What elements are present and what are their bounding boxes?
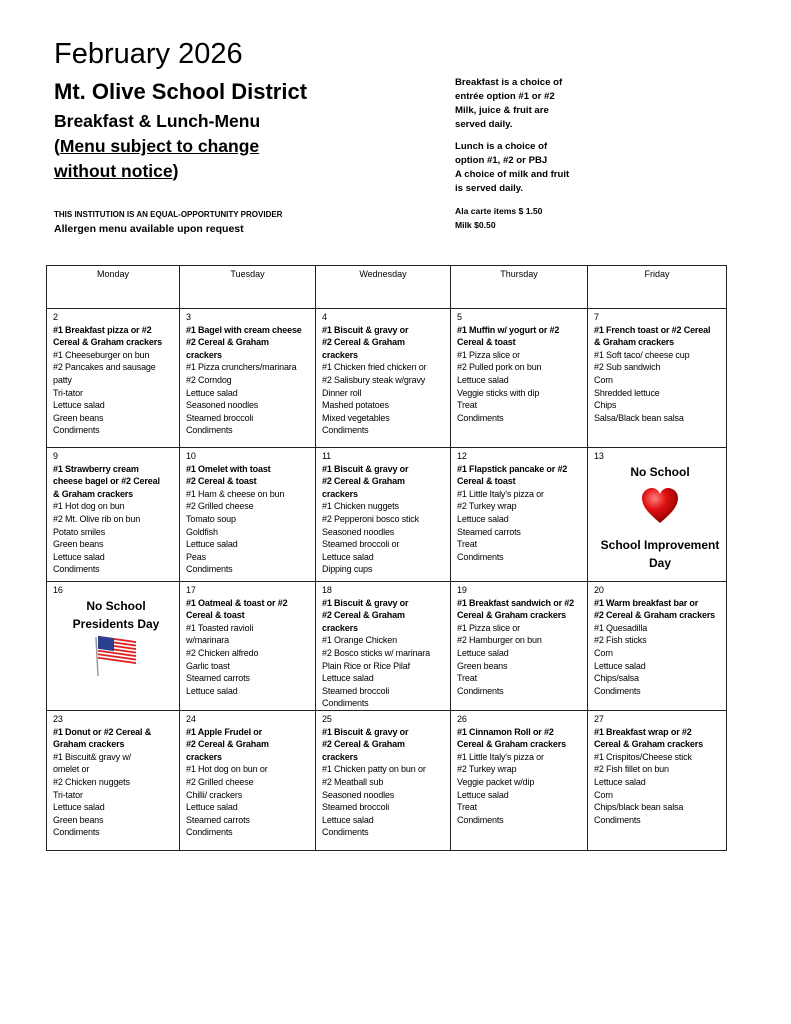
lunch-item: #1 Hot dog on bun [53,501,125,512]
lunch-item: #2 Meatball sub [322,776,384,787]
lunch-item: #1 Little Italy's pizza or [457,751,544,762]
lunch-item: #1 Pizza slice or [457,622,520,633]
day-number: 24 [186,713,196,724]
lunch-item: Seasoned noodles [186,400,259,411]
breakfast-item: Cereal & Graham crackers [53,337,162,348]
day-cell [180,448,316,582]
lunch-item: Condiments [53,827,100,838]
lunch-item: Steamed carrots [186,814,250,825]
breakfast-item: #2 Cereal & Graham [322,610,405,621]
breakfast-item: crackers [322,751,358,762]
breakfast-item: #1 Omelet with toast [186,463,271,474]
breakfast-item: #2 Cereal & Graham [322,476,405,487]
breakfast-item: #2 Cereal & Graham crackers [594,610,716,621]
day-cell [451,309,588,448]
lunch-item: Dinner roll [322,387,362,398]
breakfast-item: #1 Muffin w/ yogurt or #2 [457,324,560,335]
breakfast-item: #1 Apple Frudel or [186,726,262,737]
breakfast-item: #1 Flapstick pancake or #2 [457,463,568,474]
day-number: 26 [457,713,467,724]
lunch-item: Lettuce salad [186,685,238,696]
lunch-item: Lettuce salad [53,802,105,813]
lunch-item: Shredded lettuce [594,387,660,398]
day-cell [180,309,316,448]
week-row [47,710,727,850]
lunch-item: #1 Quesadilla [594,622,648,633]
lunch-item: Lettuce salad [457,374,509,385]
breakfast-item: #1 Breakfast wrap or #2 [594,726,692,737]
lunch-item: #1 Pizza slice or [457,349,520,360]
equal-opportunity-statement: THIS INSTITUTION IS AN EQUAL-OPPORTUNITY PROVIDER [54,210,283,219]
breakfast-item: #2 Cereal & toast [186,476,257,487]
lunch-item: Seasoned noodles [322,789,395,800]
flag-icon [53,633,179,681]
breakfast-item: Cereal & toast [457,476,516,487]
milk-price: Milk $0.50 [455,220,496,230]
breakfast-item: #1 Bagel with cream cheese [186,324,302,335]
lunch-item: Salsa/Black bean salsa [594,412,684,423]
breakfast-item: Cereal & toast [186,610,245,621]
no-school-reason: Day [648,556,671,571]
notice-line-1 [54,136,259,157]
lunch-item: Lettuce salad [457,513,509,524]
lunch-item: #1 Toasted ravioli [186,622,254,633]
no-school-notice [594,463,726,573]
lunch-item: Steamed broccoli or [322,539,400,550]
lunch-item: Corn [594,374,613,385]
lunch-item: Lettuce salad [322,814,374,825]
lunch-item: #2 Mt. Olive rib on bun [53,513,141,524]
breakfast-item: #2 Cereal & Graham [186,337,269,348]
lunch-item: Lettuce salad [457,647,509,658]
notice-paren-close: ) [172,161,179,181]
lunch-item: #2 Fish sticks [594,635,647,646]
lunch-item: Lettuce salad [457,789,509,800]
info-line: served daily. [455,119,513,130]
lunch-item: Lettuce salad [186,539,238,550]
lunch-item: Condiments [322,698,369,709]
info-line: Lunch is a choice of [455,141,548,152]
lunch-item: #2 Grilled cheese [186,501,254,512]
breakfast-item: #1 Biscuit & gravy or [322,726,409,737]
menu-calendar [46,265,727,851]
lunch-item: #1 Little Italy's pizza or [457,488,544,499]
lunch-item: Condiments [186,827,233,838]
week-row [47,448,727,582]
lunch-item: Veggie packet w/dip [457,776,535,787]
lunch-item: Corn [594,647,613,658]
breakfast-item: #1 Cinnamon Roll or #2 [457,726,554,737]
lunch-item: patty [53,374,72,385]
breakfast-item: crackers [322,349,358,360]
day-number: 10 [186,451,196,461]
lunch-item: Lettuce salad [53,551,105,562]
breakfast-item: cheese bagel or #2 Cereal [53,476,160,487]
lunch-item: #2 Hamburger on bun [457,635,542,646]
lunch-item: Condiments [53,564,100,575]
lunch-item: Treat [457,802,477,813]
week-row [47,582,727,711]
meal-info [455,76,569,232]
lunch-item: Green beans [53,814,104,825]
day-header-tuesday: Tuesday [180,266,316,309]
breakfast-item: #1 Biscuit & gravy or [322,597,409,608]
allergen-note: Allergen menu available upon request [54,223,244,235]
day-cell [316,309,451,448]
lunch-item: Treat [457,400,477,411]
day-number: 19 [457,585,467,595]
info-line: Breakfast is a choice of [455,77,563,88]
lunch-item: Potato smiles [53,526,106,537]
breakfast-item: crackers [186,751,222,762]
breakfast-item: crackers [322,488,358,499]
day-header-thursday: Thursday [451,266,588,309]
breakfast-item: #2 Cereal & Graham [322,739,405,750]
breakfast-item: #1 Breakfast pizza or #2 [53,324,152,335]
lunch-item: Condiments [594,685,641,696]
lunch-item: #2 Chicken nuggets [53,776,130,787]
lunch-item: Condiments [186,564,233,575]
breakfast-item: crackers [186,349,222,360]
lunch-item: #2 Pancakes and sausage [53,362,156,373]
lunch-item: Lettuce salad [53,400,105,411]
lunch-item: #1 Orange Chicken [322,635,397,646]
no-school-reason: School Improvement [600,538,720,553]
lunch-item: Dipping cups [322,564,373,575]
lunch-item: #2 Pepperoni bosco stick [322,513,419,524]
breakfast-item: #1 Breakfast sandwich or #2 [457,597,575,608]
lunch-item: Steamed broccoli [322,802,390,813]
day-cell [47,448,180,582]
day-cell [451,582,588,711]
lunch-item: #2 Sub sandwich [594,362,661,373]
day-number: 12 [457,451,467,461]
lunch-item: #2 Turkey wrap [457,764,517,775]
lunch-item: #2 Fish fillet on bun [594,764,669,775]
breakfast-item: #1 Oatmeal & toast or #2 [186,597,288,608]
day-cell [588,309,727,448]
lunch-item: Tri-tator [53,387,83,398]
lunch-item: w/marinara [186,635,230,646]
breakfast-item: #2 Cereal & Graham [186,739,269,750]
breakfast-item: & Graham crackers [594,337,675,348]
day-cell [47,710,180,850]
lunch-item: omelet or [53,764,90,775]
no-school-notice [53,597,179,681]
lunch-item: Condiments [322,827,369,838]
lunch-item: Tri-tator [53,789,83,800]
day-number: 5 [457,312,462,322]
breakfast-item: Graham crackers [53,739,125,750]
lunch-item: Chips/salsa [594,673,639,684]
lunch-item: #2 Chicken alfredo [186,647,259,658]
lunch-item: Tomato soup [186,513,236,524]
no-school-text: Presidents Day [72,616,160,631]
lunch-item: Chips [594,400,617,411]
lunch-item: Condiments [457,412,504,423]
day-number: 11 [322,451,332,461]
day-number: 23 [53,713,63,724]
lunch-item: Lettuce salad [322,551,374,562]
breakfast-item: Cereal & Graham crackers [457,610,566,621]
lunch-item: #1 Biscuit& gravy w/ [53,751,132,762]
no-school-text: No School [86,598,146,613]
day-number: 17 [186,585,196,595]
lunch-item: Lettuce salad [322,673,374,684]
lunch-item: #1 Chicken patty on bun or [322,764,426,775]
lunch-item: Condiments [53,425,100,436]
lunch-item: Green beans [53,412,104,423]
lunch-item: Chips/black bean salsa [594,802,684,813]
day-cell [588,582,727,711]
no-school-text: No School [630,464,690,479]
day-cell [180,582,316,711]
day-cell [316,448,451,582]
day-header-friday: Friday [588,266,727,309]
lunch-item: Goldfish [186,526,218,537]
lunch-item: Green beans [457,660,508,671]
ala-carte-price: Ala carte items $ 1.50 [455,206,543,216]
breakfast-item: Cereal & Graham crackers [457,739,566,750]
lunch-item: Lettuce salad [594,660,646,671]
day-cell [588,448,727,582]
menu-subtitle: Breakfast & Lunch-Menu [54,111,261,131]
day-number: 13 [594,451,604,461]
lunch-item: Condiments [322,425,369,436]
lunch-item: Plain Rice or Rice Pilaf [322,660,410,671]
lunch-item: Corn [594,789,613,800]
breakfast-item: Cereal & toast [457,337,516,348]
day-cell [47,309,180,448]
notice-paren-open: ( [54,136,60,156]
lunch-item: #2 Salisbury steak w/gravy [322,374,426,385]
lunch-item: Condiments [186,425,233,436]
day-cell [588,710,727,850]
month-title: February 2026 [54,38,243,70]
lunch-item: Veggie sticks with dip [457,387,540,398]
district-name: Mt. Olive School District [54,79,308,104]
lunch-item: Garlic toast [186,660,230,671]
lunch-item: #1 Ham & cheese on bun [186,488,285,499]
day-cell [316,582,451,711]
lunch-item: #2 Bosco sticks w/ marinara [322,647,430,658]
breakfast-item: #1 Donut or #2 Cereal & [53,726,152,737]
breakfast-item: #1 Biscuit & gravy or [322,463,409,474]
info-line: Milk, juice & fruit are [455,105,549,116]
day-number: 16 [53,585,63,595]
day-cell [451,448,588,582]
lunch-item: #1 Pizza crunchers/marinara [186,362,297,373]
day-cell [47,582,180,711]
day-cell [451,710,588,850]
breakfast-item: #1 Biscuit & gravy or [322,324,409,335]
lunch-item: Peas [186,551,206,562]
lunch-item: #2 Grilled cheese [186,776,254,787]
day-number: 9 [53,451,58,461]
lunch-item: Mixed vegetables [322,412,390,423]
lunch-item: Condiments [594,814,641,825]
notice-line-2 [54,161,178,182]
lunch-item: Condiments [457,551,504,562]
day-number: 27 [594,713,604,724]
lunch-item: #2 Pulled pork on bun [457,362,542,373]
lunch-item: #1 Hot dog on bun or [186,764,268,775]
day-number: 20 [594,585,604,595]
lunch-item: Condiments [457,685,504,696]
breakfast-item: crackers [322,622,358,633]
breakfast-item: & Graham crackers [53,488,134,499]
info-line: entrée option #1 or #2 [455,91,555,102]
lunch-item: Chilli/ crackers [186,789,243,800]
day-number: 7 [594,312,599,322]
breakfast-item: #1 French toast or #2 Cereal [594,324,711,335]
lunch-item: Green beans [53,539,104,550]
info-line: A choice of milk and fruit [455,169,570,180]
info-line: option #1, #2 or PBJ [455,155,548,166]
breakfast-item: #2 Cereal & Graham [322,337,405,348]
lunch-item: Steamed carrots [457,526,521,537]
lunch-item: Seasoned noodles [322,526,395,537]
week-row [47,309,727,448]
day-cell [316,710,451,850]
lunch-item: Lettuce salad [186,387,238,398]
notice-text-2: without notice [54,161,173,181]
day-number: 18 [322,585,332,595]
lunch-item: #1 Crispitos/Cheese stick [594,751,692,762]
day-number: 2 [53,312,58,322]
lunch-item: #1 Chicken fried chicken or [322,362,427,373]
lunch-item: #2 Turkey wrap [457,501,517,512]
day-header-monday: Monday [47,266,180,309]
day-number: 3 [186,312,191,322]
lunch-item: Lettuce salad [594,776,646,787]
lunch-item: Treat [457,673,477,684]
lunch-item: #1 Cheeseburger on bun [53,349,150,360]
breakfast-item: #1 Warm breakfast bar or [594,597,699,608]
day-cell [180,710,316,850]
lunch-item: Steamed carrots [186,673,250,684]
info-line: is served daily. [455,183,524,194]
day-number: 4 [322,312,327,322]
breakfast-item: #1 Strawberry cream [53,463,139,474]
lunch-item: Steamed broccoli [322,685,390,696]
lunch-item: Lettuce salad [186,802,238,813]
breakfast-item: Cereal & Graham crackers [594,739,703,750]
lunch-item: #2 Corndog [186,374,232,385]
lunch-item: Mashed potatoes [322,400,389,411]
day-header-wednesday: Wednesday [316,266,451,309]
lunch-item: Treat [457,539,477,550]
lunch-item: Condiments [457,814,504,825]
lunch-item: Steamed broccoli [186,412,254,423]
day-number: 25 [322,713,332,724]
heart-icon [594,487,726,529]
lunch-item: #1 Chicken nuggets [322,501,399,512]
lunch-item: #1 Soft taco/ cheese cup [594,349,690,360]
notice-text-1: Menu subject to change [59,136,260,156]
